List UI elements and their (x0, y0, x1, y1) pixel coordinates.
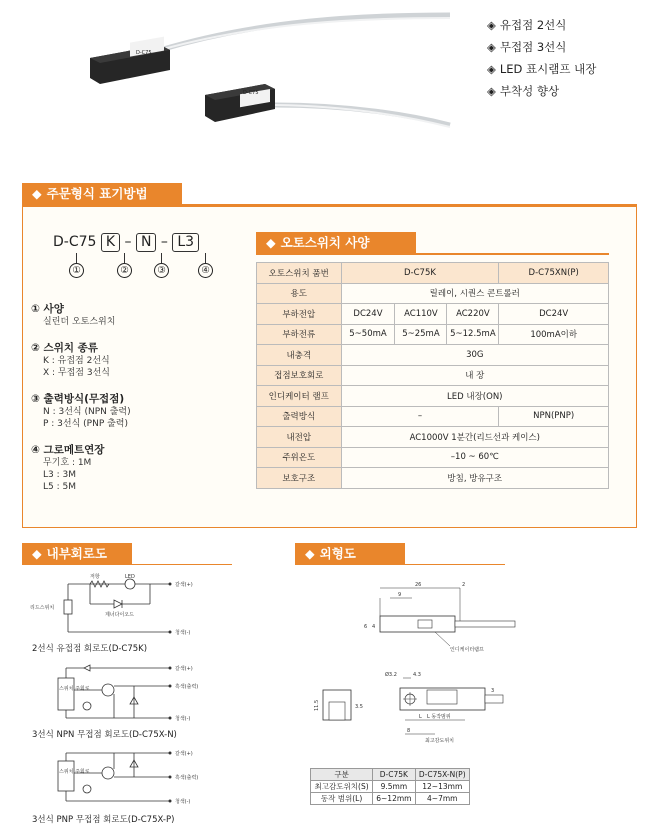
svg-text:갈색(+): 갈색(+) (175, 666, 193, 672)
spec-row (257, 345, 609, 366)
spec-cell: D-C75K (341, 263, 499, 284)
outline-top-view (360, 578, 520, 662)
spec-cell: 5~12.5mA (447, 324, 499, 345)
svg-text:8: 8 (407, 728, 411, 734)
spec-row (257, 427, 609, 448)
svg-text:갈색(+): 갈색(+) (175, 751, 193, 757)
order-legend: ① 사양 실린더 오토스위치 ② 스위치 종류 K : 유접점 2선식 X : 무접점 3선식 ③ 출력방식(무접점) N : 3선식 (NPN 출력) P : 3선식 (PNP 출력) ④ 그로메트연장 무기호 : 1M L3 : 3M L5 : 5M (31, 303, 131, 492)
svg-text:흑색(출력): 흑색(출력) (175, 775, 199, 781)
spec-row-label: 내충격 (257, 345, 342, 366)
svg-text:11.5: 11.5 (314, 699, 320, 711)
spec-cell: AC110V (395, 304, 447, 325)
svg-text:청색(-): 청색(-) (175, 799, 191, 805)
circle-2: ② (117, 263, 132, 278)
svg-text:스위치 주회로: 스위치 주회로 (59, 686, 90, 692)
svg-text:제너다이오드: 제너다이오드 (105, 612, 134, 618)
spec-cell: AC1000V 1분간(리드선과 케이스) (341, 427, 608, 448)
circuit-caption-2: 3선식 NPN 무접점 회로도(D-C75X-N) (32, 730, 177, 740)
spec-cell: 100mA이하 (499, 324, 609, 345)
svg-text:6: 6 (364, 624, 368, 630)
circuit-npn (30, 660, 200, 729)
circuit-2wire (30, 572, 200, 646)
order-section-title: ◆ 주문형식 표기방법 (22, 183, 182, 204)
spec-row (257, 365, 609, 386)
feature-list (487, 14, 596, 102)
spec-cell: DC24V (341, 304, 395, 325)
spec-section-title: ◆ 오토스위치 사양 (256, 232, 416, 253)
outline-side-view (315, 668, 505, 762)
spec-cell: LED 내장(ON) (341, 386, 608, 407)
spec-row-label: 용도 (257, 283, 342, 304)
spec-cell: 릴레이, 시퀀스 콘트롤러 (341, 283, 608, 304)
feature-item: ◈ 무접점 3선식 (487, 40, 567, 54)
spec-cell: DC24V (499, 304, 609, 325)
spec-row (257, 386, 609, 407)
svg-text:L 동작범위: L 동작범위 (427, 714, 451, 720)
feature-item: ◈ 유접점 2선식 (487, 18, 567, 32)
spec-row-label: 주위온도 (257, 447, 342, 468)
svg-text:저항: 저항 (90, 574, 100, 580)
spec-row (257, 406, 609, 427)
sensor-dimension-table: 구분 D-C75K D-C75X-N(P) 최고감도위치(S) 9.5mm 12~13mm 동작 범위(L) 6~12mm 4~7mm (310, 768, 470, 805)
outline-section-title: ◆ 외형도 (295, 543, 405, 564)
spec-cell: D-C75XN(P) (499, 263, 609, 284)
spec-cell: – (341, 406, 499, 427)
circuit-pnp (30, 745, 200, 811)
circuit-caption-3: 3선식 PNP 무접점 회로도(D-C75X-P) (32, 815, 175, 825)
svg-text:3.5: 3.5 (355, 704, 363, 710)
spec-cell: 30G (341, 345, 608, 366)
spec-row-label: 접점보호회로 (257, 365, 342, 386)
spec-cell: –10 ~ 60℃ (341, 447, 608, 468)
spec-row (257, 324, 609, 345)
circuit-caption-1: 2선식 유접점 회로도(D-C75K) (32, 644, 148, 654)
spec-row (257, 263, 609, 284)
spec-row-label: 내전압 (257, 427, 342, 448)
spec-row-label: 오토스위치 품번 (257, 263, 342, 284)
product-label-2: D-C75 (243, 90, 259, 96)
spec-cell: 5~50mA (341, 324, 395, 345)
svg-text:리드스위치: 리드스위치 (30, 605, 55, 611)
feature-item: ◈ 부착성 향상 (487, 84, 560, 98)
circle-4: ④ (198, 263, 213, 278)
svg-text:LED: LED (125, 574, 135, 580)
feature-item: ◈ LED 표시램프 내장 (487, 62, 597, 76)
spec-cell: 내 장 (341, 365, 608, 386)
spec-table (256, 262, 609, 489)
svg-text:스위치 주회로: 스위치 주회로 (59, 769, 90, 775)
svg-text:3: 3 (491, 688, 495, 694)
spec-row (257, 283, 609, 304)
svg-text:인디케이터램프: 인디케이터램프 (450, 647, 484, 653)
spec-row (257, 468, 609, 489)
circuit-section-title: ◆ 내부회로도 (22, 543, 132, 564)
circle-3: ③ (154, 263, 169, 278)
svg-text:26: 26 (415, 582, 422, 588)
svg-text:4: 4 (372, 624, 376, 630)
svg-text:청색(-): 청색(-) (175, 630, 191, 636)
spec-row (257, 447, 609, 468)
svg-text:흑색(출력): 흑색(출력) (175, 684, 199, 690)
svg-text:4.3: 4.3 (413, 672, 421, 678)
spec-row-label: 보호구조 (257, 468, 342, 489)
svg-text:Ø3.2: Ø3.2 (385, 672, 397, 678)
spec-cell: NPN(PNP) (499, 406, 609, 427)
spec-cell: 방침, 방유구조 (341, 468, 608, 489)
svg-text:청색(-): 청색(-) (175, 716, 191, 722)
spec-row (257, 304, 609, 325)
circle-1: ① (69, 263, 84, 278)
spec-row-label: 출력방식 (257, 406, 342, 427)
spec-row-label: 인디케이터 램프 (257, 386, 342, 407)
product-photo (60, 10, 450, 135)
order-box (22, 206, 637, 528)
svg-text:L: L (419, 714, 422, 720)
svg-text:9: 9 (398, 592, 402, 598)
svg-text:갈색(+): 갈색(+) (175, 582, 193, 588)
spec-cell: 5~25mA (395, 324, 447, 345)
svg-text:최고감도위치: 최고감도위치 (425, 738, 454, 744)
product-label-1: D-C75 (136, 50, 152, 56)
spec-row-label: 부하전압 (257, 304, 342, 325)
order-code: D-C75 K – N – L3 (53, 233, 199, 252)
spec-cell: AC220V (447, 304, 499, 325)
svg-text:2: 2 (462, 582, 466, 588)
spec-row-label: 부하전류 (257, 324, 342, 345)
